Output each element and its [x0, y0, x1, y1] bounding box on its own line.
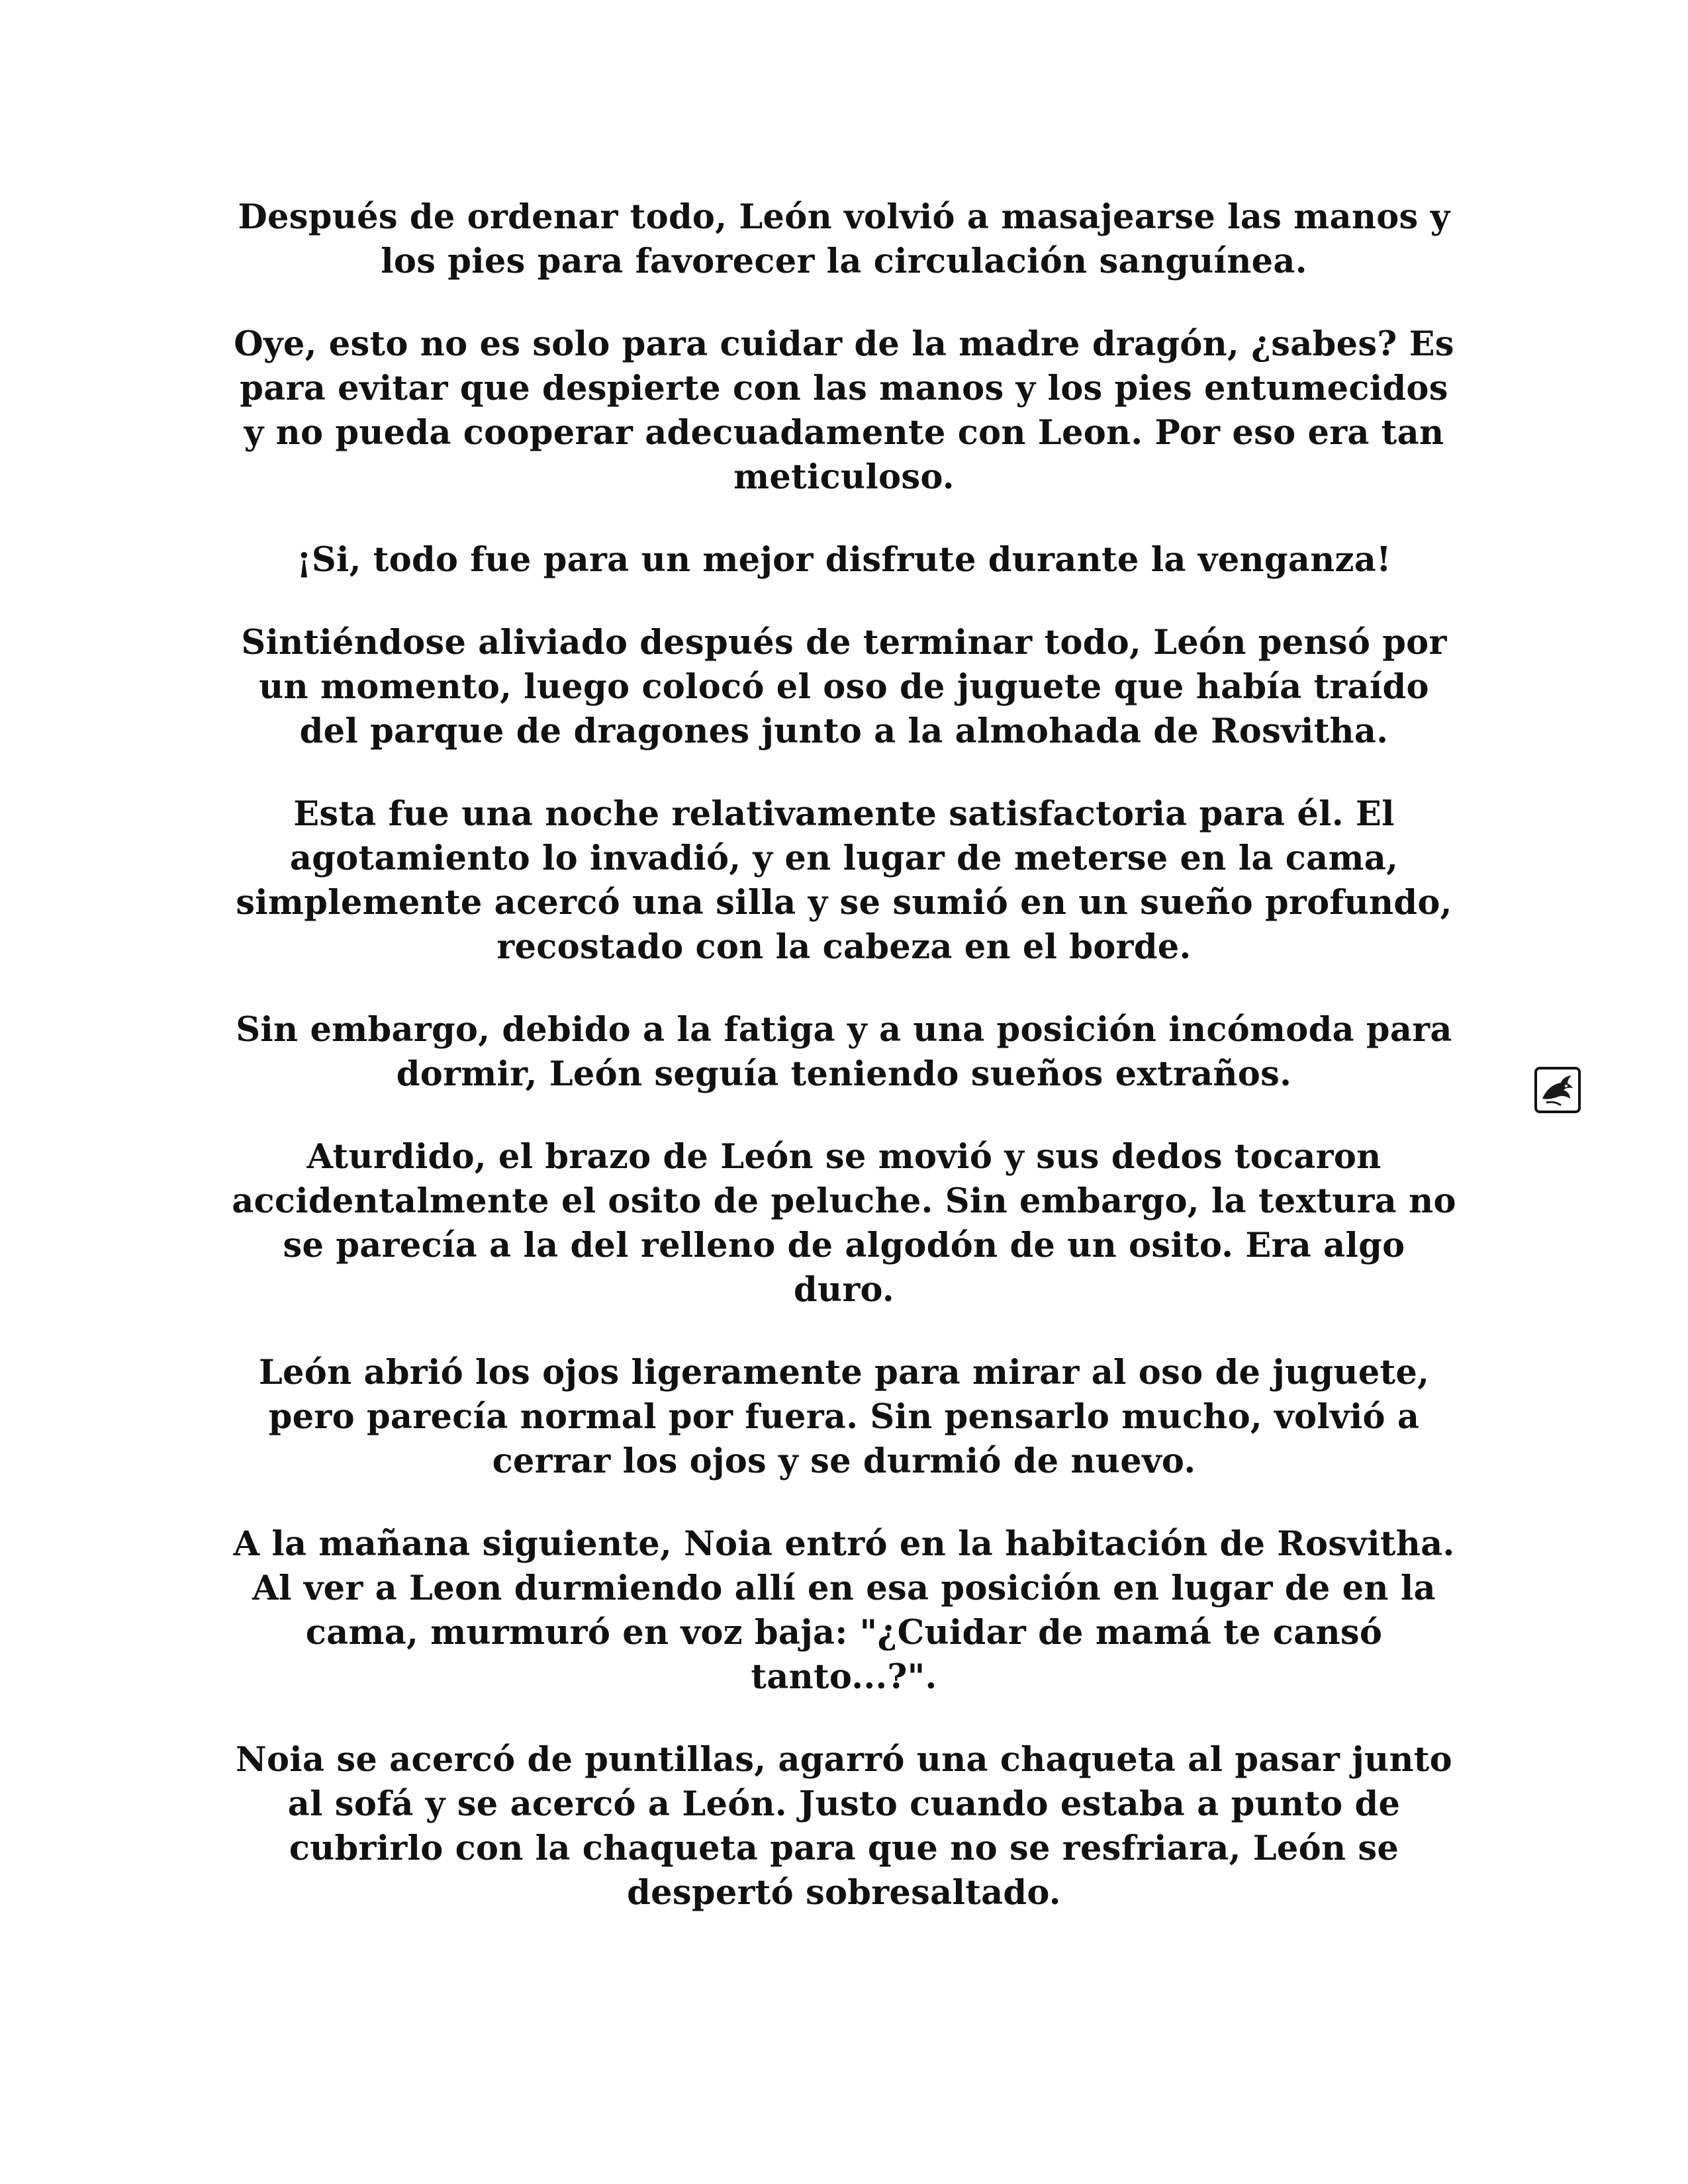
text-column — [228, 195, 1460, 1954]
paragraph-5: Esta fue una noche relativamente satisfactoria para él. El agotamiento lo invadió, y en lugar de meterse en la cama, simplemente acercó una silla y se sumió en un sueño profundo, recostado con la cabeza en el borde. — [236, 794, 1452, 967]
paragraph-3: ¡Si, todo fue para un mejor disfrute durante la venganza! — [297, 540, 1391, 580]
paragraph-1: Después de ordenar todo, León volvió a masajearse las manos y los pies para favorecer la circulación sanguínea. — [238, 197, 1450, 281]
dragon-logo-icon — [1534, 1067, 1581, 1113]
paragraph-9: A la mañana siguiente, Noia entró en la habitación de Rosvitha. Al ver a Leon durmiendo allí en esa posición en lugar de en la cama, murmuró en voz baja: "¿Cuidar de mamá te cansó tanto...?". — [233, 1524, 1455, 1697]
paragraph-8: León abrió los ojos ligeramente para mirar al oso de juguete, pero parecía normal por fuera. Sin pensarlo mucho, volvió a cerrar los ojos y se durmió de nuevo. — [258, 1353, 1430, 1481]
paragraph-10: Noia se acercó de puntillas, agarró una chaqueta al pasar junto al sofá y se acercó a León. Justo cuando estaba a punto de cubrirlo con la chaqueta para que no se resfriara, León se despertó sobresaltado. — [236, 1740, 1452, 1913]
paragraph-7: Aturdido, el brazo de León se movió y sus dedos tocaron accidentalmente el osito de peluche. Sin embargo, la textura no se parecía a la del relleno de algodón de un osito. Era algo duro. — [232, 1137, 1456, 1310]
paragraph-2: Oye, esto no es solo para cuidar de la madre dragón, ¿sabes? Es para evitar que despierte con las manos y los pies entumecidos y no pueda cooperar adecuadamente con Leon. Por eso era tan meticuloso. — [234, 324, 1454, 497]
paragraph-4: Sintiéndose aliviado después de terminar todo, León pensó por un momento, luego colocó el oso de juguete que había traído del parque de dragones junto a la almohada de Rosvitha. — [241, 623, 1447, 751]
paragraph-6: Sin embargo, debido a la fatiga y a una posición incómoda para dormir, León seguía teniendo sueños extraños. — [236, 1010, 1452, 1094]
